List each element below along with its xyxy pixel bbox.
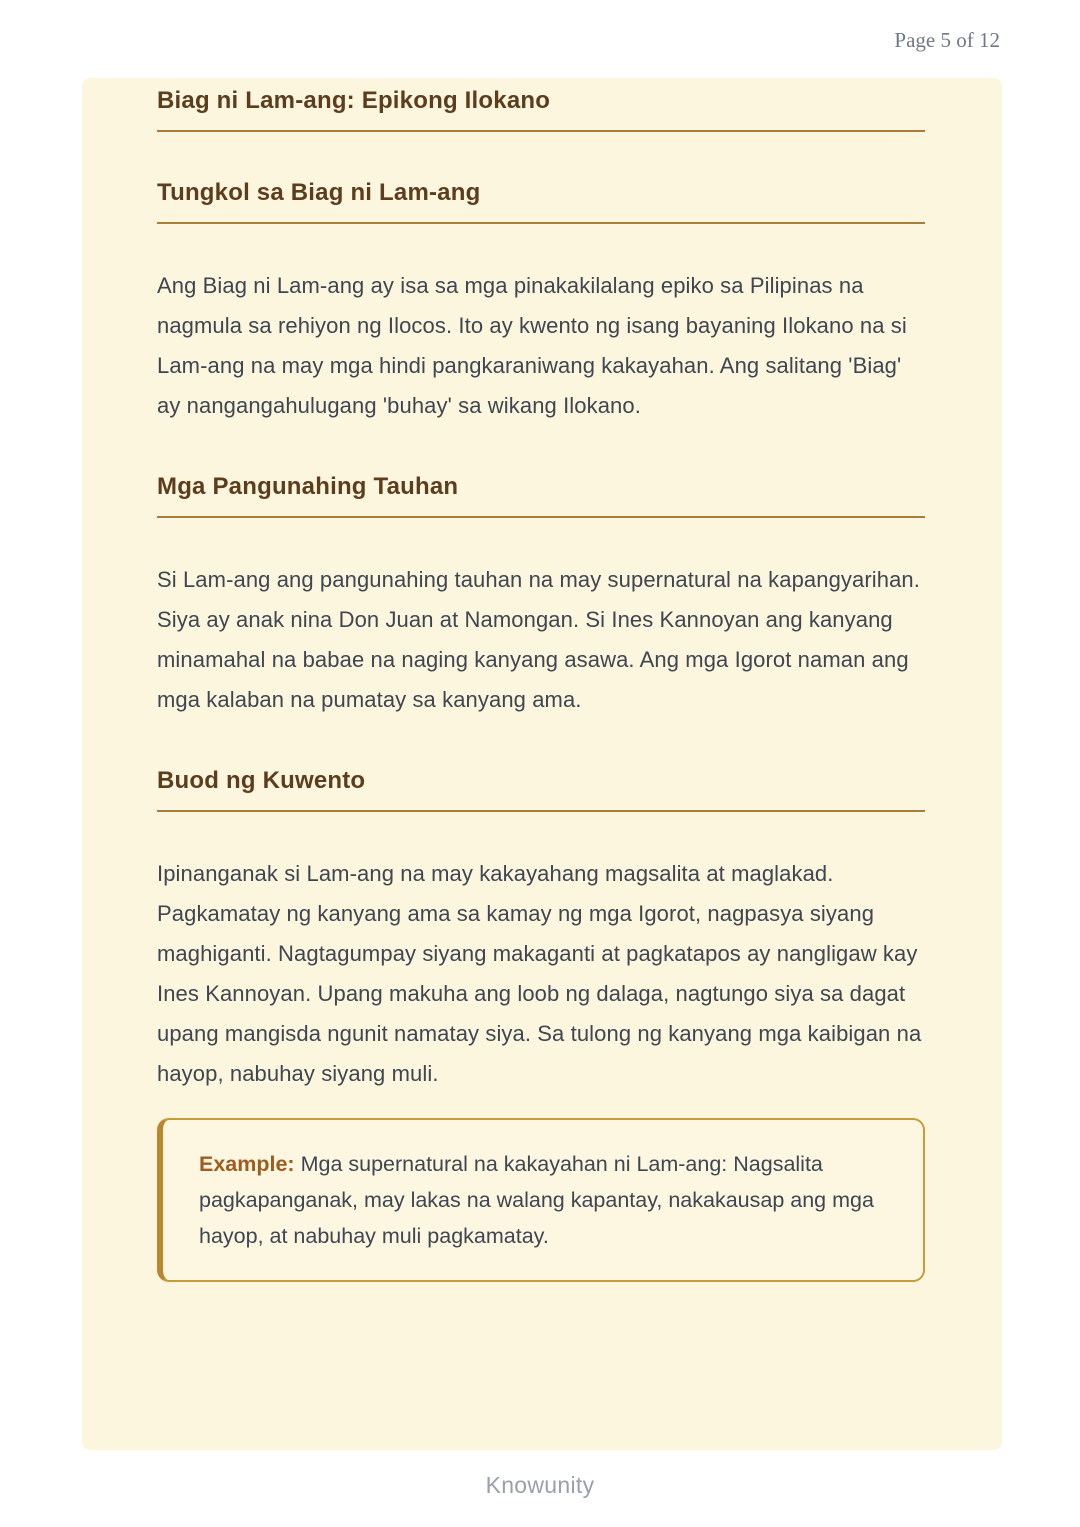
section-body-tungkol: Ang Biag ni Lam-ang ay isa sa mga pinakakilalang epiko sa Pilipinas na nagmula sa rehiyon ng Ilocos. Ito ay kwento ng isang bayaning Ilokano na si Lam-ang na may mga hindi pangkaraniwang kakayahan. Ang salitang 'Biag' ay nangangahulugang 'buhay' sa wikang Ilokano. [157, 273, 907, 418]
section-tauhan [157, 472, 925, 720]
section-heading-buod: Buod ng Kuwento [157, 767, 366, 794]
section-divider [157, 222, 925, 224]
example-body: Mga supernatural na kakayahan ni Lam-ang: Nagsalita pagkapanganak, may lakas na walang kapantay, nakakausap ang mga hayop, at nabuhay muli pagkamatay. [199, 1152, 874, 1248]
section-body-tauhan: Si Lam-ang ang pangunahing tauhan na may supernatural na kapangyarihan. Siya ay anak nina Don Juan at Namongan. Si Ines Kannoyan ang kanyang minamahal na babae na naging kanyang asawa. Ang mga Igorot naman ang mga kalaban na pumatay sa kanyang ama. [157, 567, 920, 712]
section-heading-tauhan: Mga Pangunahing Tauhan [157, 473, 459, 500]
section-divider [157, 810, 925, 812]
title-divider [157, 130, 925, 132]
page-indicator: Page 5 of 12 [894, 28, 1000, 52]
section-body-buod: Ipinanganak si Lam-ang na may kakayahang magsalita at maglakad. Pagkamatay ng kanyang ama sa kamay ng mga Igorot, nagpasya siyang maghiganti. Nagtagumpay siyang makaganti at pagkatapos ay nangligaw kay Ines Kannoyan. Upang makuha ang loob ng dalaga, nagtungo siya sa dagat upang mangisda ngunit namatay siya. Sa tulong ng kanyang mga kaibigan na hayop, nabuhay siyang muli. [157, 861, 922, 1086]
document-card [82, 78, 1002, 1450]
example-text [199, 1146, 889, 1254]
footer-brand: Knowunity [485, 1472, 595, 1498]
section-heading-tungkol: Tungkol sa Biag ni Lam-ang [157, 179, 481, 206]
section-divider [157, 516, 925, 518]
section-tungkol [157, 178, 925, 426]
document-title: Biag ni Lam-ang: Epikong Ilokano [157, 87, 551, 114]
example-callout-box [157, 1118, 925, 1282]
section-buod [157, 766, 925, 1094]
example-label: Example: [199, 1152, 295, 1176]
